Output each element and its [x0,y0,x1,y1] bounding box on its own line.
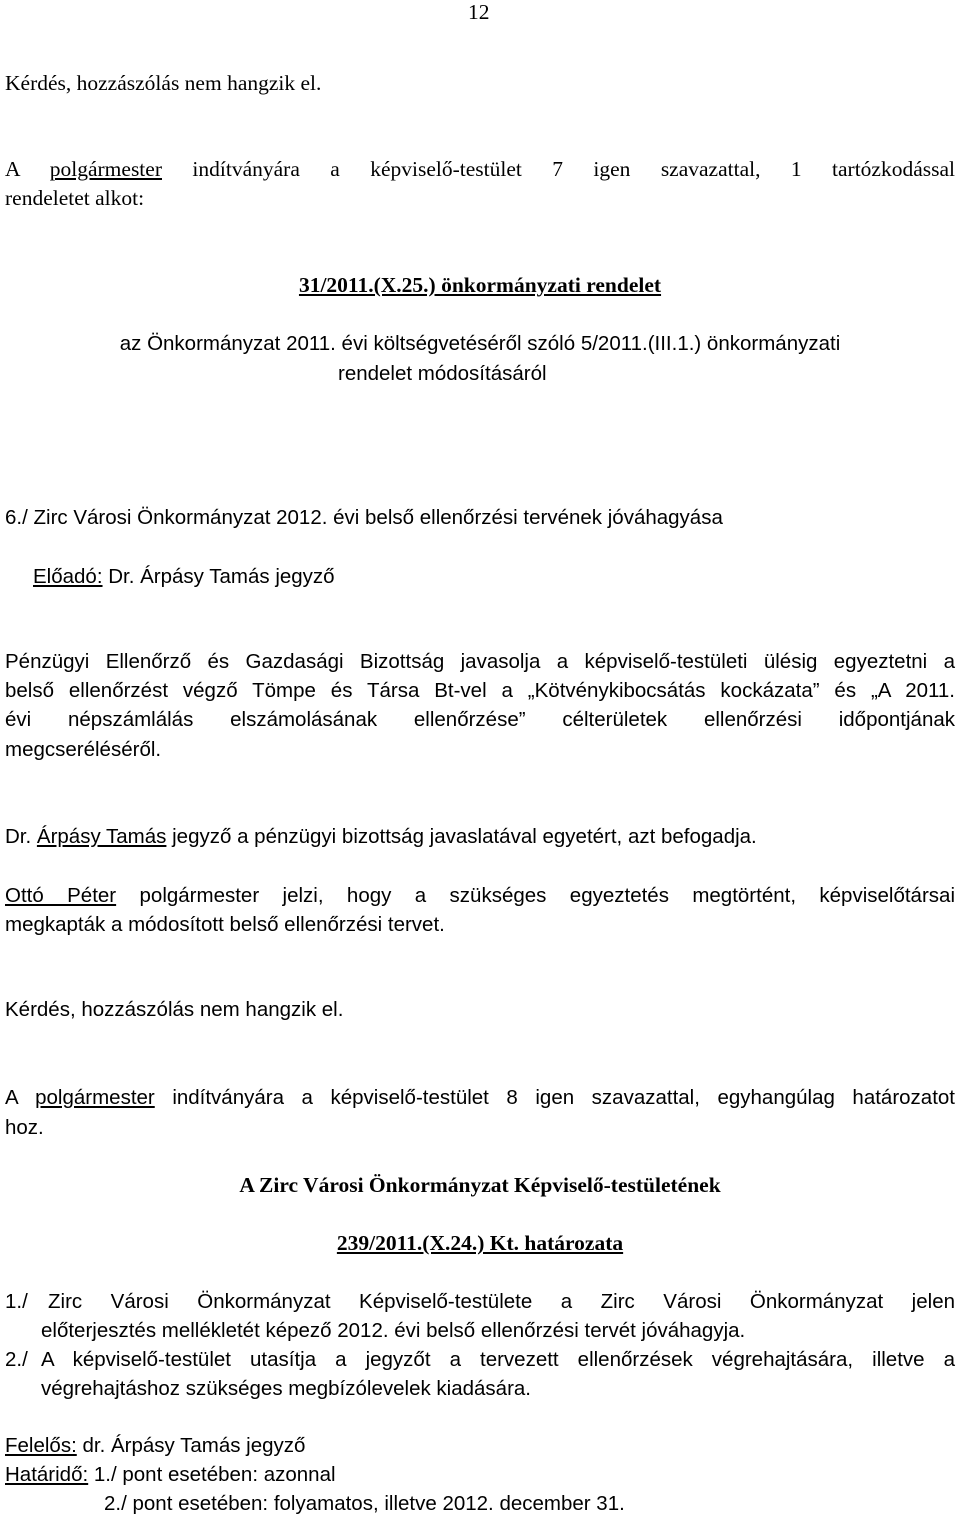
motion-line [5,157,955,182]
responsible-line [5,1434,305,1458]
paragraph-3-line-1 [5,884,955,908]
deadline-2: 2./ pont esetében: folyamatos, illetve 2012. december 31. [104,1492,625,1515]
item-1-line-2: előterjesztés mellékletét képező 2012. évi belső ellenőrzési tervét jóváhagyja. [41,1319,746,1342]
agenda-heading: 6./ Zirc Városi Önkormányzat 2012. évi belső ellenőrzési tervének jóváhagyása [5,506,723,529]
item-2-line-1: A képviselő-testület utasítja a jegyzőt a tervezett ellenőrzések végrehajtására, illetve a [41,1348,955,1371]
paragraph-1-line-1: Pénzügyi Ellenőrző és Gazdasági Bizottság javasolja a képviselő-testületi ülésig egyeztetni a [5,650,955,673]
item-1-line-1: Zirc Városi Önkormányzat Képviselő-testülete a Zirc Városi Önkormányzat jelen [48,1290,955,1313]
page-number: 12 [468,0,490,24]
responsible-label: Felelős: [5,1434,77,1457]
deadline-label: Határidő: [5,1463,89,1486]
presenter-line [33,565,335,589]
decree-subtitle-1: az Önkormányzat 2011. évi költségvetéséről szóló 5/2011.(III.1.) önkormányzati [119,332,841,355]
question-line-2: Kérdés, hozzászólás nem hangzik el. [5,998,344,1021]
motion-b-mayor: polgármester [35,1086,155,1109]
paragraph-3-line-2: megkapták a módosított belső ellenőrzési tervet. [5,913,445,936]
paragraph-2 [5,825,757,849]
presenter-name: Dr. Árpásy Tamás jegyző [108,565,335,588]
resolution-title: A Zirc Városi Önkormányzat Képviselő-testületének [239,1173,721,1197]
p2-rest: jegyző a pénzügyi bizottság javaslatával egyetért, azt befogadja. [172,825,757,848]
deadline-line [5,1463,336,1487]
item-1-number: 1./ [5,1290,28,1313]
motion-b-rest: indítványára a képviselő-testület 8 igen szavazattal, egyhangúlag határozatot [172,1086,956,1109]
motion-line-b [5,1086,955,1110]
resolution-number: 239/2011.(X.24.) Kt. határozata [336,1231,624,1255]
p3-rest: polgármester jelzi, hogy a szükséges egyeztetés megtörtént, képviselőtársai [139,884,955,907]
p2-prefix: Dr. [5,825,32,848]
presenter-label: Előadó: [33,565,103,588]
paragraph-1-line-2: belső ellenőrzést végző Tömpe és Társa Bt-vel a „Kötvénykibocsátás kockázata” és „A 2011. [5,679,955,702]
decree-title: 31/2011.(X.25.) önkormányzati rendelet [298,273,662,297]
motion-line-b-2: hoz. [5,1116,44,1139]
decree-subtitle-2: rendelet módosításáról [338,362,547,385]
paragraph-1-line-3: évi népszámlálás elszámolásának ellenőrzése” célterületek ellenőrzési időpontjának [5,708,955,731]
motion-b-a: A [5,1086,18,1109]
motion-line-2: rendeletet alkot: [5,186,145,210]
item-2-line-2: végrehajtáshoz szükséges megbízólevelek kiadására. [41,1377,531,1400]
responsible-value: dr. Árpásy Tamás jegyző [82,1434,306,1457]
question-line: Kérdés, hozzászólás nem hangzik el. [5,71,322,95]
item-2-number: 2./ [5,1348,28,1371]
motion-rest: indítványára a képviselő-testület 7 igen szavazattal, 1 tartózkodással [192,157,956,181]
paragraph-1-line-4: megcseréléséről. [5,738,162,761]
p3-name: Ottó Péter [5,884,117,907]
deadline-1: 1./ pont esetében: azonnal [93,1463,336,1486]
p2-name: Árpásy Tamás [36,825,167,848]
motion-mayor: polgármester [49,157,162,181]
motion-a: A [5,157,20,181]
